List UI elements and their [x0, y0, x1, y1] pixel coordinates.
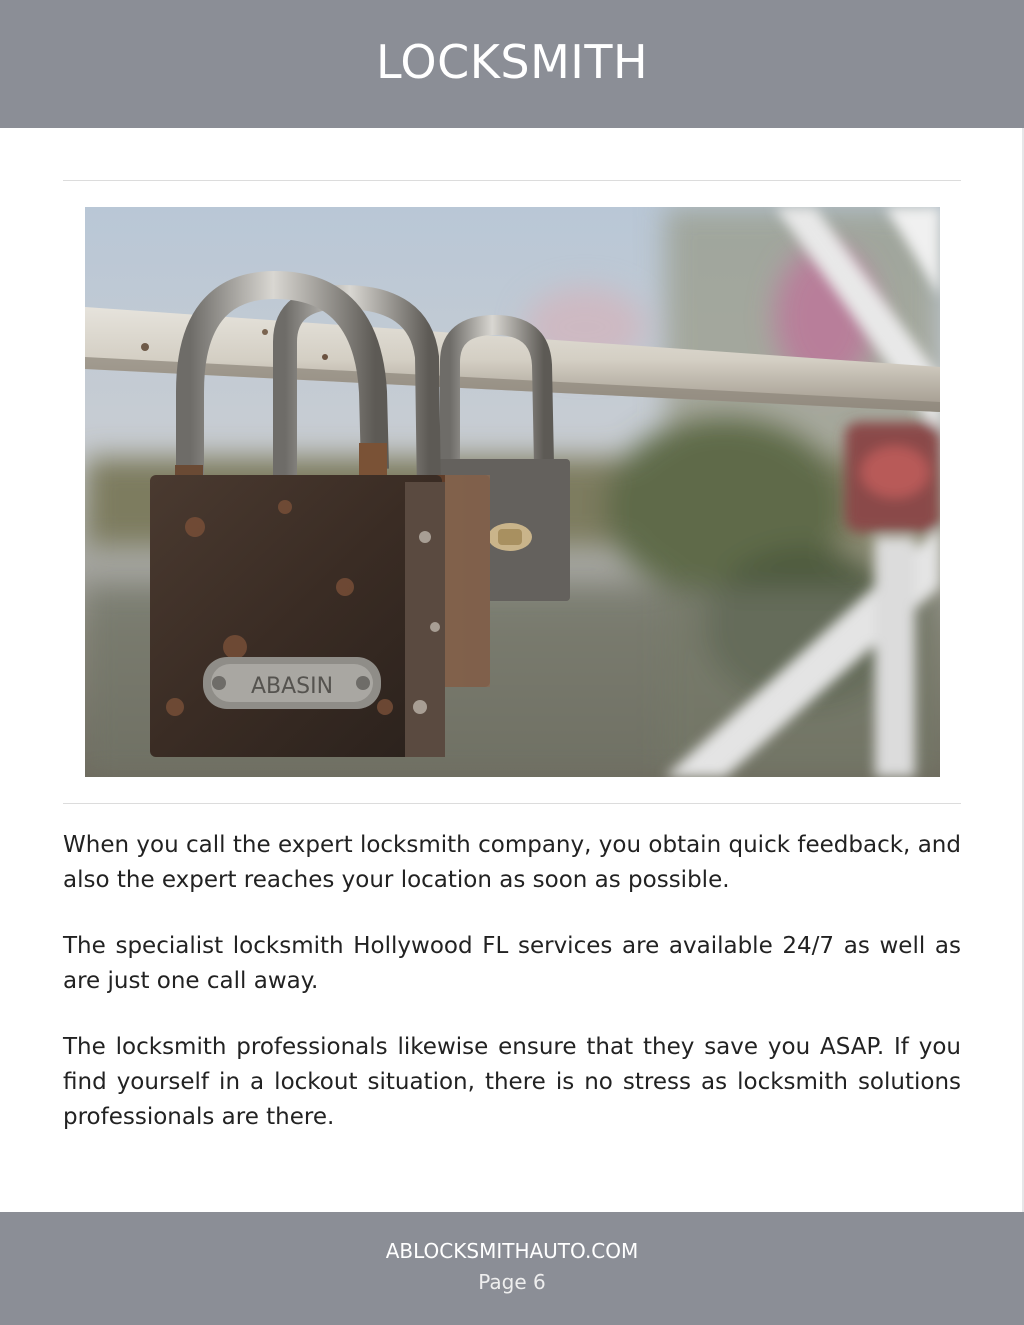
page-title: LOCKSMITH — [375, 35, 649, 89]
paragraph: When you call the expert locksmith company, you obtain quick feedback, and also the expert reaches your location as soon as possible. — [63, 832, 961, 893]
top-divider — [63, 180, 961, 181]
brand-plate-text: ABASIN — [250, 674, 334, 699]
paragraph: The locksmith professionals likewise ensure that they save you ASAP. If you find yourself in a lockout situation, there is no stress as locksmith solutions professionals are there. — [63, 1034, 961, 1130]
page-number: Page 6 — [478, 1270, 546, 1294]
body-content — [63, 828, 961, 1166]
website-link[interactable]: ABLOCKSMITHAUTO.COM — [385, 1239, 639, 1263]
padlocks-photo — [85, 207, 940, 777]
paragraph: The specialist locksmith Hollywood FL services are available 24/7 as well as are just one call away. — [63, 933, 961, 994]
bottom-divider — [63, 803, 961, 804]
page-footer — [0, 1212, 1024, 1325]
page-header — [0, 0, 1024, 128]
